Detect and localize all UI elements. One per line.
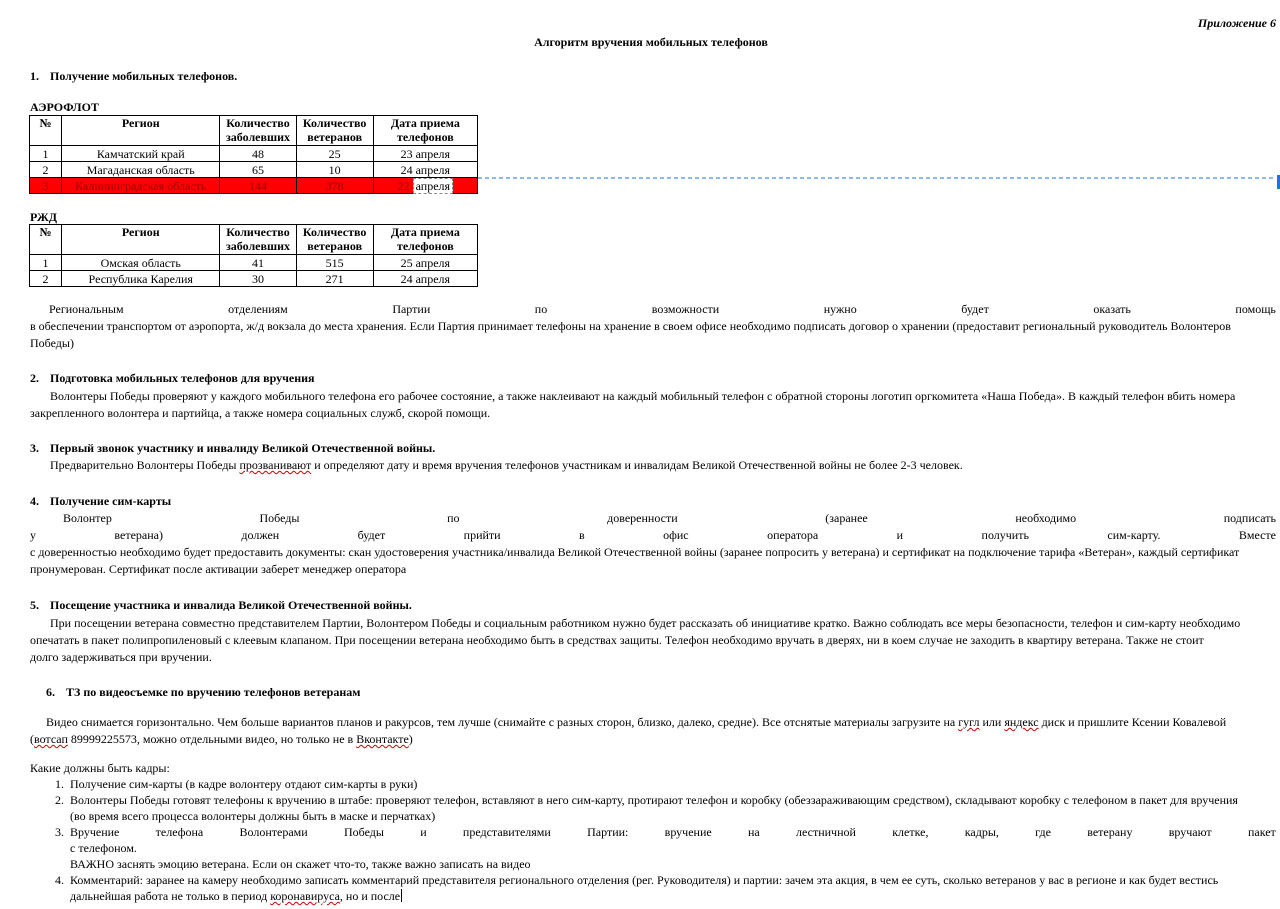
table-cell[interactable]: 378 <box>296 178 373 194</box>
table-row <box>30 271 478 287</box>
col-header: Количество ветеранов <box>296 225 373 255</box>
spellcheck-word: коронавируса <box>270 889 340 903</box>
text-line: долго задерживаться при вручении. <box>30 650 212 664</box>
table-cell[interactable]: 24 апреля <box>373 162 477 178</box>
text-line: Видео снимается горизонтально. Чем больше вариантов планов и ракурсов, тем лучше (снимайте с разных сторон, близко, далеко, средне). Все отснятые материалы загрузите на гугл или яндекс диск и пришлите Ксении Ковалевой <box>46 715 1227 729</box>
section-4-heading: 4. Получение сим-карты <box>30 494 172 508</box>
section-3-body <box>30 457 1276 474</box>
text-line: Предварительно Волонтеры Победы прозванивают и определяют дату и время вручения телефонов участникам и инвалидам Великой Отечественной войны не более 2-3 человек. <box>50 458 963 472</box>
cell-text: 22 <box>397 178 410 193</box>
table-cell[interactable]: 65 <box>220 162 296 178</box>
justified-line: Региональным отделениям Партии по возможности нужно будет оказать помощь <box>49 302 1276 316</box>
spellcheck-word: Вконтакте <box>356 732 409 746</box>
text-cursor <box>401 889 402 902</box>
table-cell[interactable]: 24 апреля <box>373 271 477 287</box>
text-line: опечатать в пакет полипропиленовый с клеевым клапаном. При посещении ветерана необходимо быть в средствах защиты. Телефон необходимо вручать в дверях, ни в коем случае не заходить в квартиру ветерана. Также не стоит <box>30 633 1204 647</box>
section-2-body <box>30 388 1276 422</box>
table-cell[interactable]: Камчатский край <box>62 146 220 162</box>
text-line: в обеспечении транспортом от аэропорта, ж/д вокзала до места хранения. Если Партия принимает телефоны на хранение в своем офисе необходимо подписать договор о хранении (предоставит региональный руководитель Волонтеров <box>30 319 1231 333</box>
table-cell[interactable]: 515 <box>296 255 373 271</box>
table-cell-active[interactable] <box>373 178 477 194</box>
table-cell[interactable]: 25 апреля <box>373 255 477 271</box>
list-item: 3. Вручение телефона Волонтерами Победы и представителями Партии: вручение на лестничной клетке, кадры, где ветерану вручают пакет с телефоном. ВАЖНО заснять эмоцию ветерана. Если он скажет что-то, также важно записать на видео <box>55 825 1276 871</box>
aeroflot-table <box>29 115 478 194</box>
table-row-selected <box>30 178 478 194</box>
document-title: Алгоритм вручения мобильных телефонов <box>534 35 768 49</box>
section-5-body <box>30 615 1276 666</box>
section-6-heading: 6. ТЗ по видеосъемке по вручению телефонов ветеранам <box>46 685 361 699</box>
col-header: Регион <box>62 225 220 255</box>
aeroflot-label: АЭРОФЛОТ <box>30 100 99 114</box>
section-4-body <box>30 510 1276 578</box>
section-5-heading: 5. Посещение участника и инвалида Великой Отечественной войны. <box>30 598 412 612</box>
table-cell[interactable]: 2 <box>30 162 62 178</box>
table-header-row <box>30 225 478 255</box>
section-number: 1. <box>30 69 39 83</box>
rzd-table <box>29 224 478 287</box>
rzd-label: РЖД <box>30 210 58 224</box>
text-line: пронумерован. Сертификат после активации заберет менеджер оператора <box>30 562 407 576</box>
table-cell[interactable]: 23 апреля <box>373 146 477 162</box>
table-cell[interactable]: Калининградская область <box>62 178 220 194</box>
appendix-label: Приложение 6 <box>1197 16 1276 30</box>
text-line: Победы) <box>30 336 74 350</box>
table-row <box>30 162 478 178</box>
table-cell[interactable]: Магаданская область <box>62 162 220 178</box>
col-header: Количество заболевших <box>220 116 296 146</box>
table-cell[interactable]: Республика Карелия <box>62 271 220 287</box>
col-header: № <box>30 116 62 146</box>
list-item: 2. Волонтеры Победы готовят телефоны к вручению в штабе: проверяют телефон, вставляют в него сим-карту, протирают телефон и коробку (обеззараживающим средством), складывают коробку с телефоном в пакет для вручения (во время всего процесса волонтеры должны быть в маске и перчатках) <box>55 793 1238 823</box>
text-line: (вотсап 89999225573, можно отдельными видео, но только не в Вконтакте) <box>30 732 413 746</box>
table-header-row <box>30 116 478 146</box>
text-line: закрепленного волонтера и партийца, а также номера социальных служб, скорой помощи. <box>30 406 491 420</box>
table-cell[interactable]: 10 <box>296 162 373 178</box>
list-item: 1. Получение сим-карты (в кадре волонтеру отдают сим-карты в руки) <box>55 777 418 791</box>
col-header: Количество ветеранов <box>296 116 373 146</box>
list-item: 4. Комментарий: заранее на камеру необходимо записать комментарий представителя регионального отделения (рег. Руководителя) и партии: зачем эта акция, в чем ее суть, сколько ветеранов у вас в регионе и как будет вестись дальнейшая работа не только в период коронавируса, но и после <box>55 873 1219 903</box>
table-cell[interactable]: 144 <box>220 178 296 194</box>
text-line: Волонтеры Победы проверяют у каждого мобильного телефона его рабочее состояние, а также наклеивают на каждый мобильный телефон с обратной стороны логотип оргкомитета «Наша Победа». В каждый телефон вбить номера <box>50 389 1236 403</box>
spellcheck-word: прозванивают <box>239 458 312 472</box>
spellcheck-word: яндекс <box>1004 715 1039 729</box>
spellcheck-word: вотсап <box>34 732 68 746</box>
table-cell[interactable]: 30 <box>220 271 296 287</box>
table-cell[interactable]: Омская область <box>62 255 220 271</box>
col-header: Регион <box>62 116 220 146</box>
justified-line: у ветерана) должен будет прийти в офис оператора и получить сим-карту. Вместе <box>30 528 1276 542</box>
section-title: Получение мобильных телефонов. <box>50 69 238 83</box>
frames-intro: Какие должны быть кадры: <box>30 761 170 775</box>
table-cell[interactable]: 48 <box>220 146 296 162</box>
col-header: Дата приема телефонов <box>373 225 477 255</box>
text-line: с доверенностью необходимо будет предоставить документы: скан удостоверения участника/инвалида Великой Отечественной войны (заранее попросить у ветерана) и сертификат на подключение тарифа «Ветеран», каждый сертификат <box>30 545 1240 559</box>
section-6-body <box>30 714 1276 748</box>
col-header: Количество заболевших <box>220 225 296 255</box>
frames-list <box>30 776 1276 904</box>
justified-line: Волонтер Победы по доверенности (заранее необходимо подписать <box>63 511 1276 525</box>
table-cell[interactable]: 25 <box>296 146 373 162</box>
regional-paragraph <box>30 301 1276 352</box>
table-row <box>30 255 478 271</box>
section-1-heading <box>30 69 237 84</box>
col-header: Дата приема телефонов <box>373 116 477 146</box>
table-cell[interactable]: 1 <box>30 146 62 162</box>
table-cell[interactable]: 3 <box>30 178 62 194</box>
table-row <box>30 146 478 162</box>
change-tracking-connector <box>478 177 1276 181</box>
spellcheck-word: гугл <box>958 715 980 729</box>
table-cell[interactable]: 2 <box>30 271 62 287</box>
text-line: При посещении ветерана совместно представителем Партии, Волонтером Победы и социальным работником нужно будет рассказать об инициативе кратко. Важно соблюдать все меры безопасности, телефон и сим-карту необходимо <box>50 616 1241 630</box>
table-cell[interactable]: 1 <box>30 255 62 271</box>
table-cell[interactable]: 41 <box>220 255 296 271</box>
section-3-heading: 3. Первый звонок участнику и инвалиду Великой Отечественной войны. <box>30 441 436 455</box>
section-2-heading: 2. Подготовка мобильных телефонов для вручения <box>30 371 315 385</box>
cell-cursor-text: апреля <box>413 178 453 194</box>
table-cell[interactable]: 271 <box>296 271 373 287</box>
col-header: № <box>30 225 62 255</box>
